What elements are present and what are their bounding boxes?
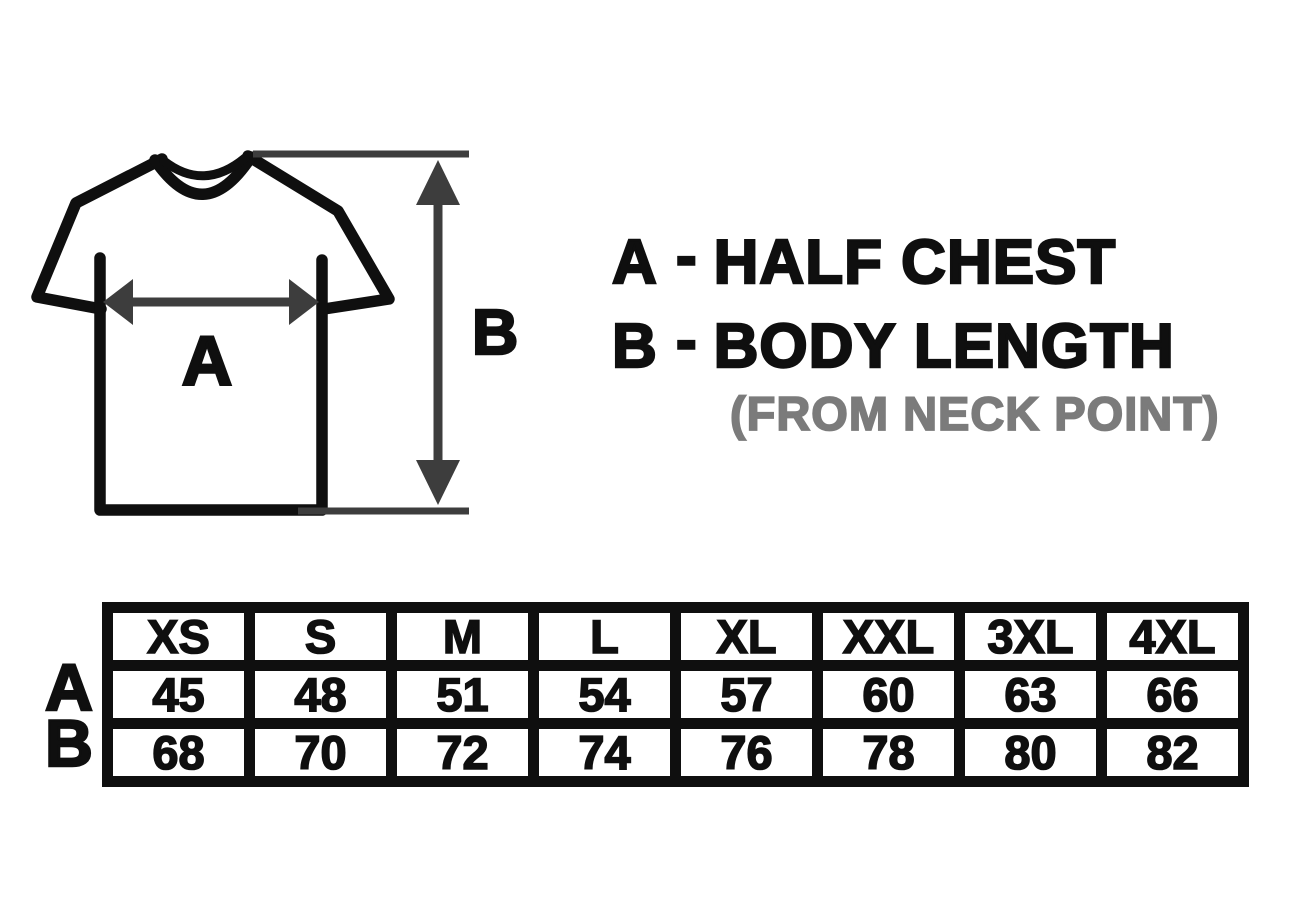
row-label-a: A (45, 650, 93, 724)
value-cell: 68 (108, 724, 250, 782)
arrow-a-label: A (181, 322, 233, 400)
value-cell: 78 (818, 724, 960, 782)
value-cell: 51 (392, 666, 534, 724)
arrow-b-label: B (472, 296, 519, 368)
size-header-xxl: XXL (818, 608, 960, 666)
legend-note-from-neck-point: (FROM NECK POINT) (730, 387, 1220, 440)
legend-label-half-chest: HALF CHEST (713, 228, 1117, 297)
legend (612, 222, 1220, 440)
value-cell: 60 (818, 666, 960, 724)
row-label-b: B (45, 706, 93, 780)
legend-label-body-length: BODY LENGTH (713, 312, 1175, 381)
table-row-half-chest (108, 666, 1244, 724)
value-cell: 80 (960, 724, 1102, 782)
size-table-section (36, 602, 1249, 787)
size-header-m: M (392, 608, 534, 666)
size-header-s: S (250, 608, 392, 666)
legend-separator: - (676, 222, 698, 291)
value-cell: 45 (108, 666, 250, 724)
width-arrow-right-head (289, 279, 319, 325)
legend-item-half-chest (612, 222, 1220, 297)
legend-item-body-length (612, 306, 1220, 381)
measurement-arrows (103, 154, 469, 511)
legend-key-b: B (612, 312, 658, 381)
value-cell: 72 (392, 724, 534, 782)
size-header-4xl: 4XL (1102, 608, 1244, 666)
size-header-xs: XS (108, 608, 250, 666)
value-cell: 57 (676, 666, 818, 724)
legend-separator: - (676, 306, 698, 375)
value-cell: 74 (534, 724, 676, 782)
table-row-body-length (108, 724, 1244, 782)
value-cell: 70 (250, 724, 392, 782)
length-arrow-bottom-head (416, 460, 460, 505)
table-header-row (108, 608, 1244, 666)
size-table (102, 602, 1249, 787)
size-header-l: L (534, 608, 676, 666)
value-cell: 54 (534, 666, 676, 724)
value-cell: 48 (250, 666, 392, 724)
value-cell: 82 (1102, 724, 1244, 782)
width-arrow-left-head (103, 279, 133, 325)
size-header-xl: XL (676, 608, 818, 666)
value-cell: 66 (1102, 666, 1244, 724)
length-arrow-top-head (416, 160, 460, 205)
legend-key-a: A (612, 228, 658, 297)
value-cell: 76 (676, 724, 818, 782)
size-header-3xl: 3XL (960, 608, 1102, 666)
value-cell: 63 (960, 666, 1102, 724)
table-row-labels (36, 602, 102, 787)
